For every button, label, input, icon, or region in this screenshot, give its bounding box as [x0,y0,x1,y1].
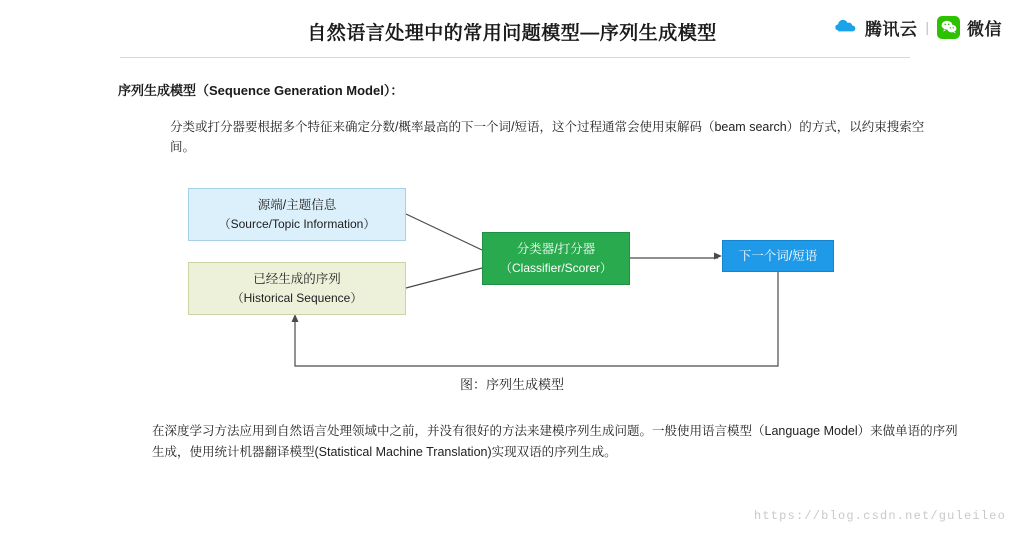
intro-paragraph: 分类或打分器要根据多个特征来确定分数/概率最高的下一个词/短语，这个过程通常会使用束解码（beam search）的方式，以约束搜索空间。 [170,120,925,154]
page-title: 自然语言处理中的常用问题模型—序列生成模型 [307,23,717,44]
wechat-icon [937,16,960,39]
figure-caption: 图：序列生成模型 [459,377,564,392]
node-classifier-line2: （Classifier/Scorer） [499,260,613,275]
header-divider [120,57,910,58]
edge-history-to-classifier [406,268,482,288]
diagram-node-history[interactable] [188,262,406,315]
diagram-node-nextword[interactable] [722,240,834,272]
arrowhead-to-nextword [714,253,722,260]
watermark: https://blog.csdn.net/guleileo [753,509,1006,523]
brand-name: 腾讯云 [864,19,918,39]
node-source-line1: 源端/主题信息 [257,198,337,213]
brand-lockup [834,12,1002,42]
diagram-node-source[interactable] [188,188,406,241]
edge-source-to-classifier [406,214,482,250]
closing-paragraph: 在深度学习方法应用到自然语言处理领域中之前，并没有很好的方法来建模序列生成问题。一般使用语言模型（Language Model）来做单语的序列生成，使用统计机器翻译模型(Statistical Machine Translation)实现双语的序列生成。 [152,424,958,459]
brand-separator: | [925,19,929,35]
node-classifier-line1: 分类器/打分器 [516,242,596,257]
node-source-line2: （Source/Topic Information） [218,216,376,231]
page-header [0,0,1024,58]
arrowhead-to-history [292,314,299,322]
node-nextword-line1: 下一个词/短语 [738,248,818,263]
diagram-node-classifier[interactable] [482,232,630,285]
tencent-cloud-icon [834,15,858,39]
node-history-line1: 已经生成的序列 [253,272,341,287]
brand-secondary-name: 微信 [967,19,1002,39]
node-history-line2: （Historical Sequence） [231,290,363,305]
section-title: 序列生成模型（Sequence Generation Model）： [118,83,404,98]
